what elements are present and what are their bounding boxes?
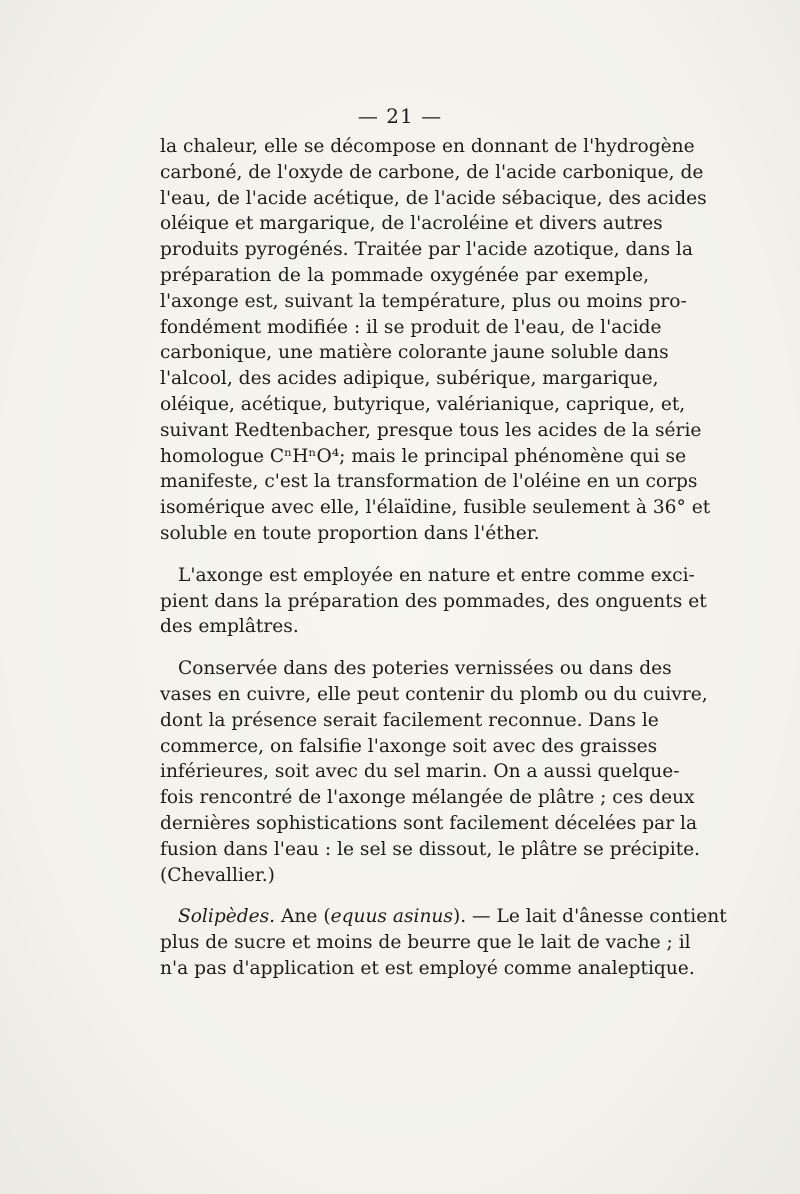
text-line: plus de sucre et moins de beurre que le lait de vache ; il (160, 932, 691, 954)
text-line: fondément modifiée : il se produit de l'eau, de l'acide (160, 316, 662, 338)
text-line: oléique, acétique, butyrique, valérianique, caprique, et, (160, 393, 686, 415)
text-line: carboné, de l'oxyde de carbone, de l'acide carbonique, de (160, 161, 704, 183)
text-line: manifeste, c'est la transformation de l'oléine en un corps (160, 471, 698, 493)
text-line: l'eau, de l'acide acétique, de l'acide sébacique, des acides (160, 187, 707, 209)
heading-text: ). — Le lait d'ânesse contient (452, 906, 727, 928)
text-line: vases en cuivre, elle peut contenir du plomb ou du cuivre, (160, 683, 708, 705)
text-line: dont la présence serait facilement reconnue. Dans le (160, 709, 659, 731)
paragraph-1 (160, 134, 711, 547)
body-text (160, 134, 727, 982)
text-line: Conservée dans des poteries vernissées ou dans des (178, 658, 672, 680)
text-line: l'alcool, des acides adipique, subérique, margarique, (160, 368, 659, 390)
text-line: l'axonge est, suivant la température, plus ou moins pro- (160, 290, 687, 312)
paragraph-2 (160, 563, 707, 640)
text-line: inférieures, soit avec du sel marin. On a aussi quelque- (160, 761, 680, 783)
text-line: suivant Redtenbacher, presque tous les acides de la série (160, 419, 702, 441)
text-line: homologue CⁿHⁿO⁴; mais le principal phénomène qui se (160, 445, 687, 467)
text-line: préparation de la pommade oxygénée par exemple, (160, 264, 649, 286)
text-line: soluble en toute proportion dans l'éther. (160, 522, 540, 544)
text-line: pient dans la préparation des pommades, des onguents et (160, 590, 707, 612)
section-heading: Solipèdes. (178, 906, 276, 928)
page-number: — 21 — (357, 104, 443, 128)
paragraph-3 (160, 656, 708, 888)
text-line: la chaleur, elle se décompose en donnant de l'hydrogène (160, 136, 695, 157)
heading-text: Ane ( (275, 906, 331, 928)
text-line: des emplâtres. (160, 616, 299, 638)
text-line: fois rencontré de l'axonge mélangée de plâtre ; ces deux (160, 787, 695, 809)
text-line: n'a pas d'application et est employé comme analeptique. (160, 957, 695, 979)
text-line: produits pyrogénés. Traitée par l'acide azotique, dans la (160, 239, 693, 261)
text-line: oléique et margarique, de l'acroléine et divers autres (160, 213, 663, 235)
text-line: fusion dans l'eau : le sel se dissout, le plâtre se précipite. (160, 838, 701, 860)
text-line: dernières sophistications sont facilement décelées par la (160, 812, 698, 834)
text-line: commerce, on falsifie l'axonge soit avec des graisses (160, 735, 658, 757)
text-line: L'axonge est employée en nature et entre comme exci- (178, 564, 695, 586)
paragraph-4 (160, 904, 727, 981)
latin-name: equus asinus (330, 906, 453, 928)
text-line: (Chevallier.) (160, 864, 275, 886)
text-line: carbonique, une matière colorante jaune soluble dans (160, 342, 669, 364)
text-line: isomérique avec elle, l'élaïdine, fusible seulement à 36° et (160, 497, 711, 519)
section-heading-line (160, 904, 727, 930)
